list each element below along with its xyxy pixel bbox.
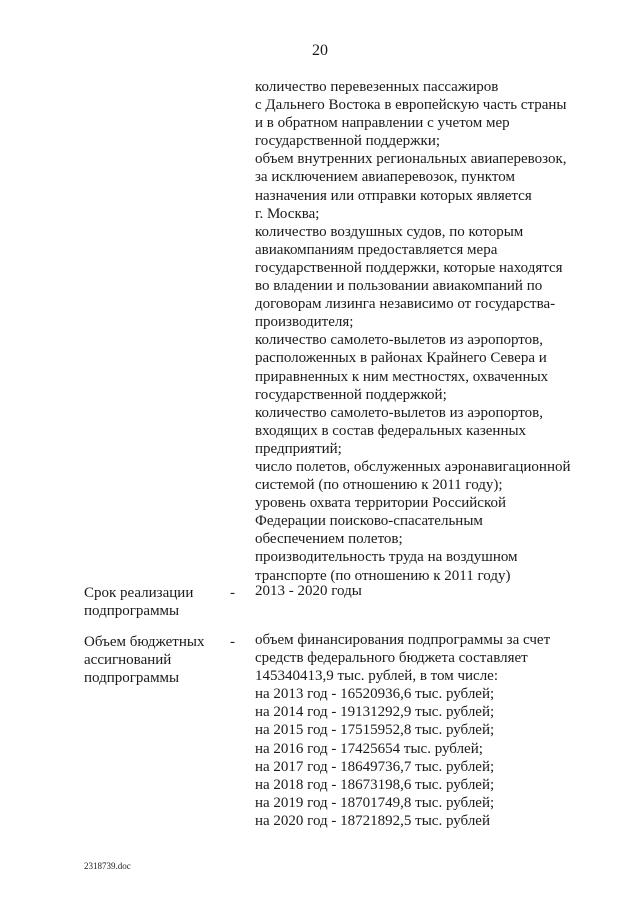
budget-label [84, 633, 204, 687]
indicator-line: государственной поддержки, которые находятся [255, 259, 563, 276]
budget-value [255, 631, 550, 830]
indicator-line: государственной поддержки; [255, 133, 441, 150]
budget-label-line: Объем бюджетных [84, 634, 205, 650]
indicator-line: производительность труда на воздушном [255, 549, 518, 566]
indicator-line: Федерации поисково-спасательным [255, 513, 483, 530]
term-label-line: подпрограммы [84, 603, 180, 620]
indicator-line: г. Москва; [255, 205, 320, 222]
indicator-line: количество самолето-вылетов из аэропортов, [255, 404, 543, 421]
indicator-line: системой (по отношению к 2011 году); [255, 477, 503, 494]
budget-year-line: на 2017 год - 18649736,7 тыс. рублей; [255, 758, 495, 775]
page-number: 20 [312, 42, 328, 59]
budget-year-line: на 2020 год - 18721892,5 тыс. рублей [255, 812, 490, 829]
indicator-line: расположенных в районах Крайнего Севера и [255, 350, 547, 367]
term-label-line: Срок реализации [84, 585, 194, 601]
indicator-line: с Дальнего Востока в европейскую часть страны [255, 97, 567, 114]
indicator-line: государственной поддержкой; [255, 386, 447, 403]
indicator-line: входящих в состав федеральных казенных [255, 422, 527, 439]
indicator-line: объем внутренних региональных авиаперевозок, [255, 151, 567, 168]
indicator-line: во владении и пользовании авиакомпаний по [255, 278, 543, 295]
term-dash: - [230, 585, 235, 601]
budget-value-line: объем финансирования подпрограммы за счет [255, 632, 551, 648]
indicators-list [255, 78, 605, 585]
indicator-line: транспорте (по отношению к 2011 году) [255, 567, 511, 584]
indicator-line: назначения или отправки которых является [255, 187, 532, 204]
indicator-line: авиакомпаниям предоставляется мера [255, 241, 498, 258]
budget-label-line: ассигнований [84, 652, 172, 669]
indicator-line: производителя; [255, 314, 354, 331]
budget-value-line: средств федерального бюджета составляет [255, 650, 528, 667]
indicator-line: количество воздушных судов, по которым [255, 223, 524, 240]
budget-year-line: на 2015 год - 17515952,8 тыс. рублей; [255, 722, 495, 739]
indicator-line: уровень охвата территории Российской [255, 495, 507, 512]
indicator-line: обеспечением полетов; [255, 531, 403, 548]
indicator-line: за исключением авиаперевозок, пунктом [255, 169, 515, 186]
budget-year-line: на 2013 год - 16520936,6 тыс. рублей; [255, 686, 495, 703]
term-label [84, 584, 193, 620]
budget-year-line: на 2019 год - 18701749,8 тыс. рублей; [255, 794, 495, 811]
budget-year-line: на 2016 год - 17425654 тыс. рублей; [255, 740, 483, 757]
budget-dash: - [230, 634, 235, 650]
term-value: 2013 - 2020 годы [255, 583, 362, 599]
indicator-line: и в обратном направлении с учетом мер [255, 115, 510, 132]
budget-label-line: подпрограммы [84, 670, 180, 687]
budget-year-line: на 2018 год - 18673198,6 тыс. рублей; [255, 776, 495, 793]
budget-year-line: на 2014 год - 19131292,9 тыс. рублей; [255, 704, 495, 721]
budget-value-line: 145340413,9 тыс. рублей, в том числе: [255, 668, 499, 685]
indicator-line: количество самолето-вылетов из аэропортов, [255, 332, 543, 349]
indicator-line: число полетов, обслуженных аэронавигационной [255, 458, 571, 475]
indicator-line: приравненных к ним местностях, охваченных [255, 368, 549, 385]
footer-filename: 2318739.doc [84, 861, 131, 871]
indicator-line: количество перевезенных пассажиров [255, 79, 499, 95]
indicator-line: предприятий; [255, 440, 342, 457]
indicator-line: договорам лизинга независимо от государства- [255, 296, 556, 313]
